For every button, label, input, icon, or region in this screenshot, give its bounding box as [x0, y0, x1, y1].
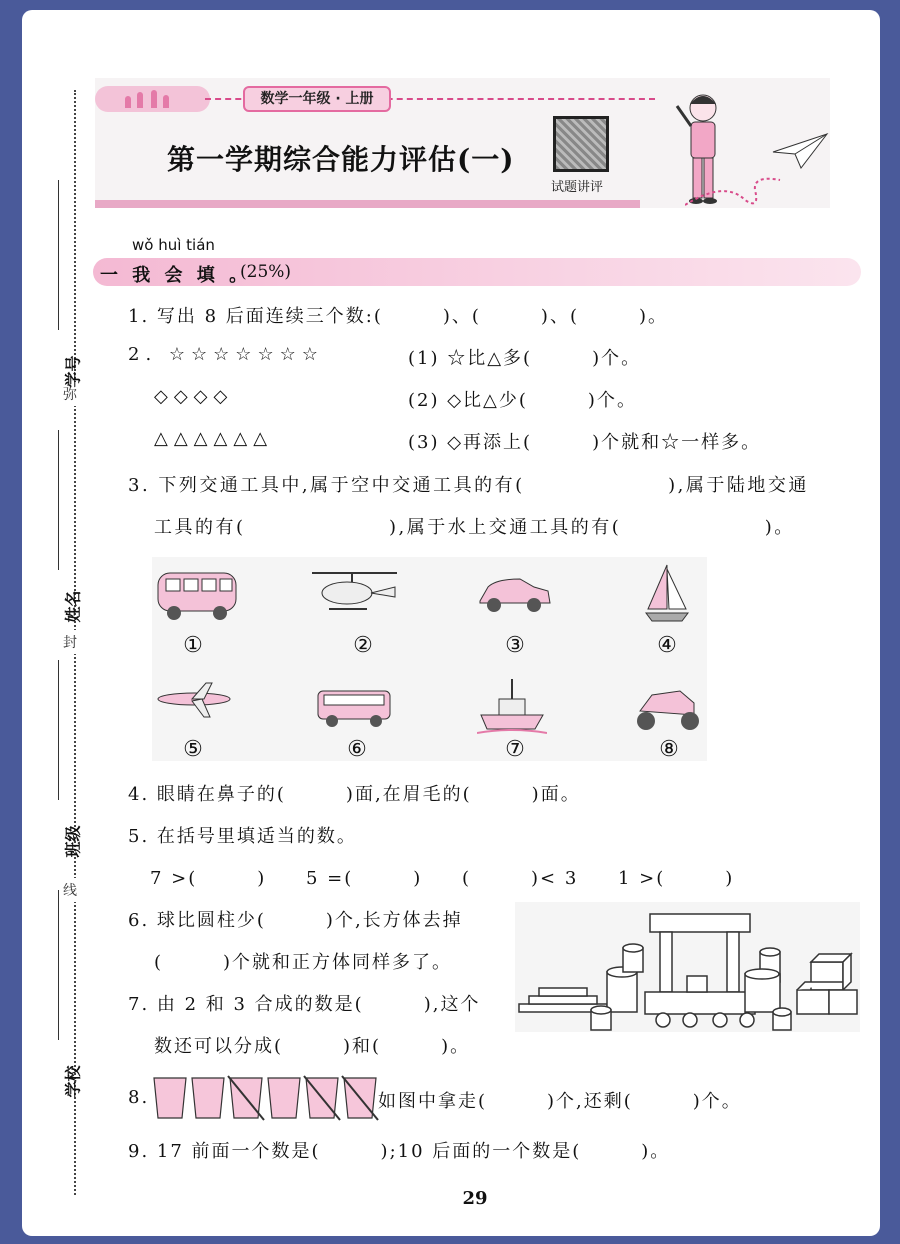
- header-underline-bar: [95, 200, 640, 208]
- question-3-line-1: 3. 下列交通工具中,属于空中交通工具的有( ),属于陆地交通: [128, 475, 809, 496]
- vehicle-number-3: ③: [505, 633, 525, 658]
- tree-decoration-icon: [95, 86, 210, 112]
- vehicle-number-1: ①: [183, 633, 203, 658]
- question-4: 4. 眼睛在鼻子的( )面,在眉毛的( )面。: [128, 784, 581, 805]
- name-blank[interactable]: [58, 430, 59, 570]
- class-label: 班级: [63, 825, 83, 858]
- cup-icon: [304, 1076, 340, 1120]
- question-5-item-3: ( )< 3: [462, 868, 579, 889]
- vehicle-image-panel: [152, 557, 707, 761]
- bus-icon: [152, 565, 242, 625]
- vehicle-number-8: ⑧: [659, 737, 679, 762]
- page-title: 第一学期综合能力评估(一): [167, 143, 515, 176]
- vehicle-number-6: ⑥: [347, 737, 367, 762]
- binding-char-mi: 弥: [63, 382, 77, 406]
- question-8-number: 8.: [128, 1087, 150, 1108]
- qr-label: 试题讲评: [551, 180, 604, 195]
- question-5-item-4: 1 >( ): [618, 868, 735, 889]
- cup-icon: [228, 1076, 264, 1120]
- warship-icon: [477, 675, 547, 737]
- worksheet-page: [22, 10, 880, 1236]
- question-2-part-2: (2) ◇比△少( )个。: [408, 390, 637, 411]
- section-title: 一 我 会 填 。: [100, 265, 252, 286]
- page-header: [95, 78, 830, 208]
- student-id-label: 学号: [63, 355, 83, 388]
- section-pinyin: wǒ huì tián: [132, 236, 215, 254]
- vehicle-number-7: ⑦: [505, 737, 525, 762]
- vehicle-number-4: ④: [657, 633, 677, 658]
- school-label: 学校: [63, 1065, 83, 1098]
- helicopter-icon: [307, 565, 402, 620]
- question-1: 1. 写出 8 后面连续三个数:( )、( )、( )。: [128, 306, 668, 327]
- vehicle-number-2: ②: [353, 633, 373, 658]
- question-5: 5. 在括号里填适当的数。: [128, 826, 357, 847]
- binding-char-xian: 线: [63, 878, 77, 902]
- class-blank[interactable]: [58, 660, 59, 800]
- binding-char-feng: 封: [63, 630, 77, 654]
- question-5-item-2: 5 =( ): [306, 868, 423, 889]
- section-score: (25%): [240, 262, 292, 282]
- question-7-line-1: 7. 由 2 和 3 合成的数是( ),这个: [128, 994, 481, 1015]
- school-blank[interactable]: [58, 890, 59, 1040]
- question-9: 9. 17 前面一个数是( );10 后面的一个数是( )。: [128, 1141, 671, 1162]
- vehicle-number-5: ⑤: [183, 737, 203, 762]
- question-2-part-1: (1) ☆比△多( )个。: [408, 348, 642, 369]
- airplane-icon: [154, 677, 234, 722]
- question-5-item-1: 7 >( ): [150, 868, 267, 889]
- question-7-line-2: 数还可以分成( )和( )。: [154, 1036, 471, 1057]
- cups-picture: [152, 1074, 380, 1122]
- page-number: 29: [462, 1188, 488, 1209]
- sailboat-icon: [642, 561, 692, 625]
- question-8-text: 如图中拿走( )个,还剩( )个。: [378, 1091, 742, 1112]
- flight-path-decoration: [685, 170, 785, 210]
- question-2-stars: 2. ☆☆☆☆☆☆☆: [128, 344, 324, 365]
- go-kart-icon: [630, 677, 706, 737]
- building-blocks-icon: [515, 902, 860, 1032]
- cup-icon: [268, 1078, 300, 1118]
- qr-code-icon[interactable]: [553, 116, 609, 172]
- student-id-blank[interactable]: [58, 180, 59, 330]
- solid-shapes-picture: [515, 902, 860, 1032]
- cup-icon: [342, 1076, 378, 1120]
- question-2-diamonds: ◇◇◇◇: [154, 386, 234, 407]
- question-6-line-1: 6. 球比圆柱少( )个,长方体去掉: [128, 910, 463, 931]
- question-3-line-2: 工具的有( ),属于水上交通工具的有( )。: [154, 517, 795, 538]
- question-2-triangles: △△△△△△: [154, 428, 274, 449]
- question-6-line-2: ( )个就和正方体同样多了。: [154, 952, 453, 973]
- coach-bus-icon: [314, 685, 394, 730]
- car-icon: [474, 571, 554, 619]
- grade-tag: 数学一年级 · 上册: [243, 86, 391, 112]
- cup-icon: [154, 1078, 186, 1118]
- paper-plane-icon: [771, 130, 829, 170]
- name-label: 姓名: [63, 590, 83, 623]
- cup-icon: [192, 1078, 224, 1118]
- question-2-part-3: (3) ◇再添上( )个就和☆一样多。: [408, 432, 762, 453]
